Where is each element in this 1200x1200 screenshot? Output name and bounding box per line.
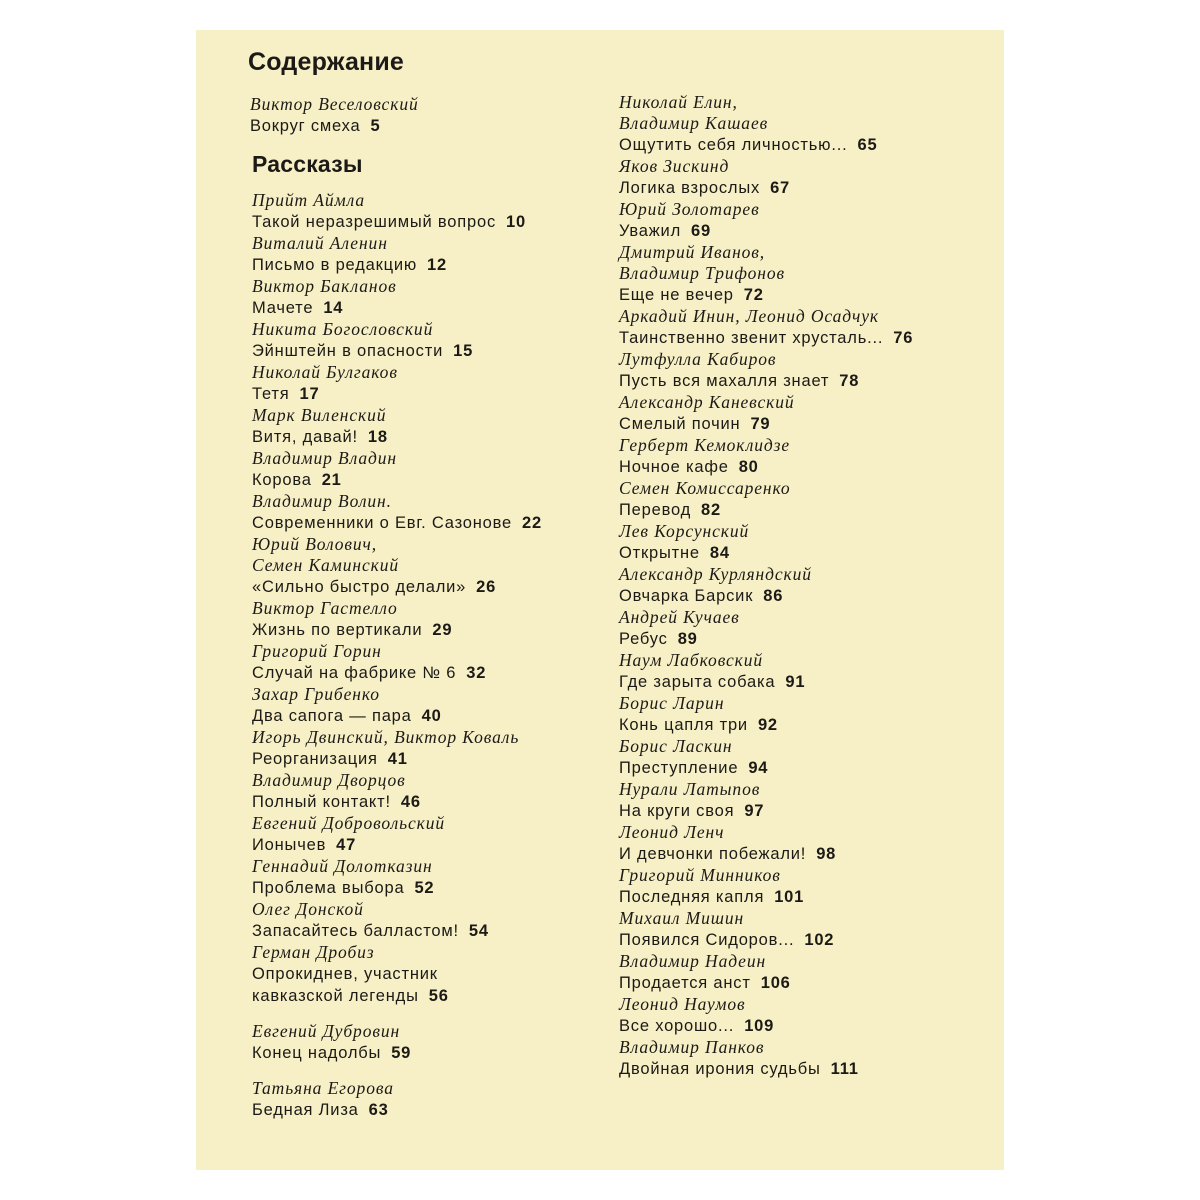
toc-entry (619, 306, 913, 349)
entry-page-number: 32 (466, 664, 487, 682)
toc-entry (252, 899, 542, 942)
entry-title: Ощутить себя личностью... (619, 136, 848, 154)
entry-title: Два сапога — пара (252, 707, 412, 725)
entry-title: Таинственно звенит хрусталь... (619, 329, 884, 347)
entry-title-line (619, 220, 913, 242)
toc-entry (252, 942, 542, 1007)
toc-entry (252, 1078, 542, 1121)
entry-title: Еще не вечер (619, 286, 734, 304)
toc-entry (619, 908, 913, 951)
entry-author: Леонид Ленч (619, 822, 725, 842)
entry-title-line (252, 662, 542, 684)
entry-title: Появился Сидоров... (619, 931, 795, 949)
entry-title: Продается анст (619, 974, 751, 992)
toc-entry (619, 951, 913, 994)
entry-title-line (252, 748, 542, 770)
entry-title-line (619, 585, 913, 607)
entry-title: Бедная Лиза (252, 1101, 359, 1119)
entry-author: Никита Богословский (252, 319, 434, 339)
toc-entry (619, 1037, 913, 1080)
entry-author: Владимир Кашаев (619, 113, 769, 133)
entry-title-line (252, 877, 542, 899)
entry-author: Борис Ласкин (619, 736, 733, 756)
entry-title: Преступление (619, 759, 739, 777)
entry-author: Виктор Бакланов (252, 276, 397, 296)
entry-title-line (619, 628, 913, 650)
entry-title-line (619, 1058, 913, 1080)
entry-title: Мачете (252, 299, 314, 317)
toc-entry (252, 233, 542, 276)
entry-page-number: 12 (427, 256, 447, 274)
entry-title-line (252, 576, 542, 598)
entry-author: Владимир Панков (619, 1037, 765, 1057)
entry-title: Перевод (619, 501, 692, 519)
entry-page-number: 69 (691, 222, 711, 240)
toc-entry (619, 392, 913, 435)
entry-page-number: 76 (893, 329, 914, 347)
entry-page-number: 40 (421, 707, 442, 725)
entry-author: Герман Дробиз (252, 942, 375, 962)
entry-author: Александр Курляндский (619, 564, 812, 584)
entry-title: Последняя капля (619, 888, 765, 906)
entry-title-line (619, 1015, 913, 1037)
intro-entry (250, 94, 419, 137)
toc-entry (252, 684, 542, 727)
entry-page-number: 86 (763, 587, 784, 605)
toc-right-column (619, 92, 913, 1080)
toc-entry (619, 478, 913, 521)
entry-author: Андрей Кучаев (619, 607, 740, 627)
entry-author: Прийт Аймла (252, 190, 366, 210)
toc-entry (619, 865, 913, 908)
toc-entry (252, 448, 542, 491)
toc-entry (619, 349, 913, 392)
entry-title-line (619, 886, 913, 908)
entry-author: Григорий Горин (252, 641, 382, 661)
toc-entry (252, 319, 542, 362)
toc-entry (252, 190, 542, 233)
entry-page-number: 22 (522, 514, 542, 532)
entry-title-line (252, 469, 542, 491)
entry-title-line (619, 370, 913, 392)
entry-page-number: 98 (816, 845, 837, 863)
entry-title: Тетя (252, 385, 290, 403)
entry-title-line (619, 757, 913, 779)
entry-title-line (252, 705, 542, 727)
toc-entry (619, 521, 913, 564)
entry-author: Евгений Дубровин (252, 1021, 401, 1041)
entry-title-line (252, 340, 542, 362)
entry-title: Смелый почин (619, 415, 741, 433)
entry-title-line (619, 499, 913, 521)
entry-author: Лев Корсунский (619, 521, 750, 541)
entry-author: Юрий Волович, (252, 534, 378, 554)
entry-page-number: 56 (428, 987, 449, 1005)
entry-page-number: 102 (804, 931, 835, 949)
entry-author: Захар Грибенко (252, 684, 380, 704)
entry-title-line (619, 671, 913, 693)
entry-page-number: 10 (506, 213, 526, 231)
toc-entry (252, 856, 542, 899)
entry-title-line (619, 134, 913, 156)
entry-author: Татьяна Егорова (252, 1078, 394, 1098)
entry-title-line (252, 383, 542, 405)
entry-author: Леонид Наумов (619, 994, 746, 1014)
entry-title: Корова (252, 471, 312, 489)
entry-author: Александр Каневский (619, 392, 795, 412)
toc-entry (619, 435, 913, 478)
entry-title: Овчарка Барсик (619, 587, 754, 605)
entry-author: Николай Булгаков (252, 362, 398, 382)
entry-title-line (252, 920, 542, 942)
toc-entry (619, 822, 913, 865)
entry-page-number: 92 (757, 716, 778, 734)
entry-author: Владимир Волин. (252, 491, 392, 511)
entry-author: Семен Каминский (252, 555, 400, 575)
entry-title-line (619, 413, 913, 435)
toc-entry (619, 156, 913, 199)
entry-author: Виктор Гастелло (252, 598, 398, 618)
entry-page-number: 91 (785, 673, 806, 691)
toc-entry (252, 491, 542, 534)
entry-title-line (252, 985, 542, 1007)
toc-entry (619, 564, 913, 607)
entry-page-number: 67 (770, 179, 791, 197)
entry-page-number: 63 (368, 1101, 389, 1119)
entry-title-line (252, 211, 542, 233)
entry-title: Логика взрослых (619, 179, 761, 197)
entry-title-line (252, 1099, 542, 1121)
entry-author: Лутфулла Кабиров (619, 349, 777, 369)
entry-title: Современники о Евг. Сазонове (252, 514, 512, 532)
entry-page-number: 101 (774, 888, 805, 906)
entry-author: Марк Виленский (252, 405, 387, 425)
entry-author: Григорий Минников (619, 865, 781, 885)
entry-author: Владимир Владин (252, 448, 397, 468)
entry-page-number: 54 (468, 922, 489, 940)
entry-page-number: 82 (701, 501, 721, 519)
entry-author: Борис Ларин (619, 693, 725, 713)
entry-title-line (619, 843, 913, 865)
entry-title: Уважил (619, 222, 681, 240)
entry-title-line (619, 542, 913, 564)
entry-title: Ночное кафе (619, 458, 729, 476)
toc-entry (252, 534, 542, 598)
entry-author: Яков Зискинд (619, 156, 730, 176)
intro-page-number: 5 (370, 117, 381, 135)
entry-page-number: 94 (748, 759, 769, 777)
entry-page-number: 84 (709, 544, 730, 562)
entry-author: Юрий Золотарев (619, 199, 760, 219)
entry-title: Такой неразрешимый вопрос (252, 213, 497, 231)
entry-title: На круги своя (619, 802, 735, 820)
toc-entry (252, 276, 542, 319)
entry-title-line (252, 791, 542, 813)
toc-entry (252, 813, 542, 856)
toc-entry (252, 727, 542, 770)
entry-title: И девчонки побежали! (619, 845, 807, 863)
entry-title: Случай на фабрике № 6 (252, 664, 457, 682)
toc-entry (619, 199, 913, 242)
entry-title-line (252, 619, 542, 641)
entry-title: Проблема выбора (252, 879, 405, 897)
entry-author: Владимир Трифонов (619, 263, 785, 283)
entry-title: Ребус (619, 630, 668, 648)
entry-title-line (252, 834, 542, 856)
entry-title: Пусть вся махалля знает (619, 372, 830, 390)
entry-title-line (619, 714, 913, 736)
toc-entry (252, 598, 542, 641)
entry-title-line (252, 963, 542, 985)
entry-title: Письмо в редакцию (252, 256, 418, 274)
entry-author: Герберт Кемоклидзе (619, 435, 791, 455)
entry-page-number: 65 (857, 136, 878, 154)
entry-title: Полный контакт! (252, 793, 391, 811)
toc-entry (619, 736, 913, 779)
entry-title-line (252, 512, 542, 534)
entry-title-line (619, 800, 913, 822)
entry-page-number: 106 (760, 974, 791, 992)
toc-entry (619, 693, 913, 736)
toc-entry (252, 405, 542, 448)
entry-page-number: 21 (321, 471, 342, 489)
entry-author: Олег Донской (252, 899, 364, 919)
toc-left-column (252, 190, 542, 1121)
entry-author: Семен Комиссаренко (619, 478, 791, 498)
entry-page-number: 72 (743, 286, 764, 304)
entry-title: Все хорошо... (619, 1017, 735, 1035)
entry-page-number: 80 (738, 458, 759, 476)
entry-author: Евгений Добровольский (252, 813, 446, 833)
entry-page-number: 89 (677, 630, 698, 648)
entry-title: Конь цапля три (619, 716, 748, 734)
toc-entry (619, 779, 913, 822)
entry-page-number: 52 (414, 879, 435, 897)
entry-title: Конец надолбы (252, 1044, 382, 1062)
entry-title: Где зарыта собака (619, 673, 776, 691)
intro-title-line (250, 115, 419, 137)
section-heading: Рассказы (252, 151, 363, 177)
entry-title: Реорганизация (252, 750, 378, 768)
toc-entry (252, 362, 542, 405)
toc-entry (252, 1021, 542, 1064)
intro-author: Виктор Веселовский (250, 94, 419, 114)
entry-page-number: 17 (299, 385, 320, 403)
toc-entry (619, 650, 913, 693)
entry-title: Открытне (619, 544, 700, 562)
entry-title: Опрокиднев, участник (252, 965, 438, 983)
entry-title-line (619, 284, 913, 306)
entry-title: Эйнштейн в опасности (252, 342, 444, 360)
entry-author: Наум Лабковский (619, 650, 764, 670)
contents-heading: Содержание (248, 48, 405, 76)
entry-title-line (252, 297, 542, 319)
entry-title: Жизнь по вертикали (252, 621, 423, 639)
entry-page-number: 26 (476, 578, 497, 596)
entry-title-line (619, 327, 913, 349)
entry-title: кавказской легенды (252, 987, 419, 1005)
entry-title-line (252, 254, 542, 276)
toc-entry (252, 770, 542, 813)
entry-title: Двойная ирония судьбы (619, 1060, 821, 1078)
entry-title: Запасайтесь балластом! (252, 922, 459, 940)
entry-author: Игорь Двинский, Виктор Коваль (252, 727, 520, 747)
entry-author: Аркадий Инин, Леонид Осадчук (619, 306, 880, 326)
entry-title: Ионычев (252, 836, 327, 854)
entry-page-number: 47 (336, 836, 357, 854)
entry-author: Михаил Мишин (619, 908, 745, 928)
entry-page-number: 41 (387, 750, 408, 768)
entry-page-number: 18 (367, 428, 388, 446)
entry-title-line (619, 177, 913, 199)
toc-entry (619, 92, 913, 156)
entry-page-number: 14 (323, 299, 344, 317)
entry-title-line (252, 426, 542, 448)
entry-title-line (619, 972, 913, 994)
entry-author: Геннадий Долотказин (252, 856, 433, 876)
toc-entry (252, 641, 542, 684)
entry-title-line (252, 1042, 542, 1064)
entry-title-line (619, 456, 913, 478)
entry-author: Виталий Аленин (252, 233, 388, 253)
toc-entry (619, 994, 913, 1037)
entry-page-number: 97 (744, 802, 765, 820)
entry-page-number: 79 (750, 415, 771, 433)
entry-page-number: 78 (839, 372, 860, 390)
entry-author: Дмитрий Иванов, (619, 242, 766, 262)
entry-page-number: 59 (391, 1044, 412, 1062)
entry-page-number: 109 (744, 1017, 775, 1035)
toc-entry (619, 242, 913, 306)
entry-author: Нурали Латыпов (619, 779, 761, 799)
entry-page-number: 29 (432, 621, 453, 639)
entry-title: Витя, давай! (252, 428, 358, 446)
entry-page-number: 111 (830, 1060, 859, 1078)
intro-title: Вокруг смеха (250, 117, 361, 135)
entry-page-number: 46 (400, 793, 421, 811)
entry-title-line (619, 929, 913, 951)
entry-author: Владимир Надеин (619, 951, 767, 971)
entry-page-number: 15 (453, 342, 474, 360)
entry-author: Николай Елин, (619, 92, 738, 112)
toc-entry (619, 607, 913, 650)
entry-title: «Сильно быстро делали» (252, 578, 467, 596)
entry-author: Владимир Дворцов (252, 770, 406, 790)
